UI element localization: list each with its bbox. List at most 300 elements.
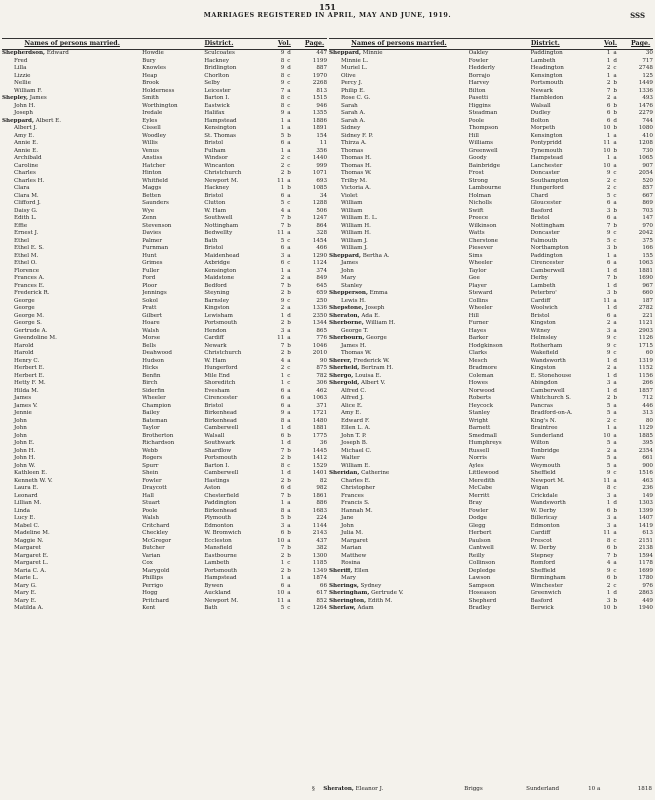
entry-vol: [592, 193, 628, 201]
entry-page: 813: [316, 87, 327, 94]
entry-vol-letter: a: [287, 590, 291, 596]
entry-vol-number: 11: [603, 297, 611, 304]
entry-vol: [266, 118, 302, 126]
entry-vol-letter: c: [613, 417, 617, 424]
entry-vol-letter: c: [613, 350, 617, 356]
entry-spouse-surname: Wright: [468, 417, 489, 424]
entry-district: Walsall: [530, 102, 551, 109]
entry-district: Cardiff: [204, 335, 224, 341]
entry-district: Kensington: [204, 267, 237, 274]
header-page: Page.: [630, 40, 651, 47]
entry-page: 1516: [638, 470, 653, 476]
entry-vol: [592, 95, 628, 103]
entry-district: Billericay: [530, 515, 558, 521]
entry-vol: [266, 238, 302, 246]
entry-district: Portsmouth: [204, 567, 238, 574]
entry-vol-letter: a: [613, 297, 617, 304]
entry-district: Morpeth: [530, 125, 556, 131]
entry-vol-number: 5: [606, 192, 611, 199]
entry-given-name: Clifford J.: [14, 200, 41, 206]
entry-vol: [592, 238, 628, 246]
entry-vol: [592, 163, 628, 171]
entry-given-name: Alfred J.: [341, 395, 364, 401]
entry-vol: [592, 58, 628, 66]
entry-name: [2, 253, 142, 261]
entry-page: 1970: [312, 72, 327, 79]
register-entry: [2, 245, 327, 253]
entry-vol-letter: a: [613, 132, 617, 139]
entry-vol-letter: a: [613, 72, 617, 79]
entry-vol-letter: b: [613, 102, 618, 109]
entry-district: W. Derby: [530, 545, 557, 551]
entry-vol-number: 1: [280, 425, 285, 431]
entry-given-name: Gwendoline M.: [14, 335, 57, 341]
right-column: [329, 38, 653, 780]
entry-vol: [266, 530, 302, 538]
entry-vol: [592, 583, 628, 591]
entry-page: 382: [316, 545, 327, 551]
entry-name: [2, 88, 142, 96]
entry-district: Abingdon: [530, 380, 558, 386]
entry-vol-number: 2: [280, 275, 285, 281]
entry-page: 447: [316, 50, 327, 56]
entry-spouse-surname: Hudson: [142, 357, 165, 364]
entry-spouse-surname: Draycott: [142, 485, 167, 491]
entry-name: [2, 508, 142, 516]
entry-district: Fulham: [204, 147, 226, 154]
entry-page: 1319: [638, 357, 653, 364]
entry-vol-number: 2: [606, 80, 611, 86]
entry-page: 375: [642, 237, 653, 244]
entry-given-name: James V.: [14, 402, 38, 409]
entry-district: Shoreditch: [204, 380, 236, 386]
entry-vol-letter: b: [287, 432, 291, 439]
entry-district: Woolwich: [530, 305, 558, 311]
entry-district: Birmingham: [530, 575, 566, 581]
entry-page: 1178: [638, 560, 653, 566]
register-entry: [2, 530, 327, 538]
entry-district: Walsall: [204, 432, 225, 439]
entry-given-name: Philip E.: [341, 87, 365, 94]
entry-spouse-surname: Venus: [142, 147, 160, 154]
entry-spouse-surname: Hedderly: [468, 65, 495, 71]
register-entry: [2, 185, 327, 193]
entry-page: 907: [642, 162, 653, 169]
entry-given-name: Matthew: [341, 552, 367, 559]
register-entry: [2, 140, 327, 148]
entry-vol-number: 10: [277, 537, 285, 544]
entry-spouse-surname: Phillips: [142, 575, 164, 581]
register-entry: [2, 118, 327, 126]
entry-surname: Sheppard,: [329, 252, 361, 259]
entry-district: Stepney: [530, 552, 554, 559]
entry-vol: [592, 245, 628, 253]
entry-given-name: Alfred C.: [341, 387, 367, 394]
entry-vol-letter: b: [287, 447, 291, 454]
entry-name: [329, 575, 469, 583]
entry-page: 693: [316, 177, 327, 184]
entry-district: Hendon: [204, 327, 227, 334]
entry-page: 2010: [312, 350, 327, 356]
entry-page: 865: [316, 327, 327, 334]
entry-district: Portsmouth: [204, 320, 238, 326]
entry-spouse-surname: Wilkinson: [468, 222, 497, 229]
entry-vol-letter: b: [287, 290, 291, 296]
entry-vol: [266, 185, 302, 193]
entry-district: Hampstead: [204, 575, 237, 581]
entry-spouse-surname: Walsh: [142, 515, 159, 521]
entry-vol: [592, 598, 628, 606]
entry-vol-number: 6: [280, 432, 285, 439]
entry-page: 1891: [312, 125, 327, 131]
entry-page: 520: [642, 177, 653, 184]
entry-given-name: Gertrude A.: [14, 327, 48, 334]
entry-vol-letter: d: [613, 305, 618, 311]
entry-page: 1594: [638, 552, 653, 559]
entry-name: [329, 290, 469, 298]
entry-district: Lambeth: [204, 560, 230, 566]
entry-vol-number: 3: [606, 207, 611, 214]
entry-vol: [266, 478, 302, 486]
entry-page: 493: [642, 95, 653, 101]
entry-vol-letter: a: [613, 560, 617, 566]
entry-vol-letter: b: [287, 350, 291, 356]
entry-vol-number: 6: [280, 140, 285, 146]
entry-district: Barnsley: [204, 297, 230, 304]
entry-spouse-surname: Steward: [468, 290, 493, 296]
entry-vol-letter: a: [613, 522, 617, 529]
entry-vol-number: 6: [280, 260, 285, 266]
register-entry: [2, 440, 327, 448]
entry-spouse-surname: Willis: [142, 140, 158, 146]
entry-vol-number: 2: [606, 320, 611, 326]
entry-given-name: Ethel O.: [14, 260, 37, 266]
entry-given-name: Lucy E.: [14, 515, 36, 521]
entry-page: 34: [319, 192, 327, 199]
entry-page: 869: [642, 200, 653, 206]
entry-vol-number: 1: [606, 57, 611, 64]
entry-vol-number: 7: [280, 342, 285, 349]
entry-name: [2, 320, 142, 328]
entry-district: Wilton: [530, 440, 549, 446]
entry-district: Chorlton: [204, 72, 230, 79]
entry-vol-number: 1: [280, 147, 285, 154]
entry-spouse-surname: Herbert: [468, 530, 492, 536]
register-entry: [2, 208, 327, 216]
entry-page: 462: [316, 387, 327, 394]
entry-name: [329, 155, 469, 163]
entry-page: 449: [642, 597, 653, 604]
register-entry: [329, 298, 653, 306]
register-entry: [2, 125, 327, 133]
entry-vol-letter: b: [287, 455, 291, 461]
entry-district: Whitchurch S.: [530, 395, 571, 401]
register-entry: [329, 73, 653, 81]
entry-page: 703: [642, 207, 653, 214]
entry-given-name: Leonard: [14, 492, 38, 499]
entry-vol-letter: a: [287, 267, 291, 274]
entry-spouse-surname: Holman: [468, 192, 491, 199]
entry-name: [2, 403, 142, 411]
entry-given-name: Olive: [341, 72, 356, 79]
entry-spouse-surname: Player: [468, 282, 487, 289]
header-district: District.: [204, 40, 234, 47]
entry-given-name: Mary E.: [14, 590, 37, 596]
entry-vol-letter: b: [613, 605, 618, 611]
entry-name: [329, 418, 469, 426]
entry-spouse-surname: Marygold: [142, 567, 170, 574]
entry-page: 667: [642, 192, 653, 199]
entry-name: [2, 590, 142, 598]
entry-vol: [266, 523, 302, 531]
entry-vol-number: 8: [280, 72, 285, 79]
register-entry: [329, 118, 653, 126]
register-entry: [329, 290, 653, 298]
register-entry: [2, 500, 327, 508]
entry-district: Cirencester: [204, 395, 238, 401]
entry-name: [2, 208, 142, 216]
entry-district: Eastwick: [204, 102, 230, 109]
entry-vol: [592, 215, 628, 223]
entry-page: 90: [319, 357, 327, 364]
entry-district: Steyning: [204, 290, 230, 296]
entry-vol-number: 3: [280, 252, 285, 259]
entry-district: Halifax: [204, 110, 225, 116]
entry-district: Prescot: [530, 537, 552, 544]
entry-vol-letter: c: [613, 470, 617, 476]
entry-given-name: Francis S.: [341, 500, 370, 506]
register-entry: [329, 545, 653, 553]
entry-district: Pontypridd: [530, 140, 562, 146]
entry-given-name: William H.: [341, 230, 371, 236]
entry-page: 1085: [312, 185, 327, 191]
entry-page: 82: [319, 477, 327, 484]
register-entry: [2, 485, 327, 493]
entry-spouse-surname: Higgins: [468, 102, 491, 109]
entry-district: Camberwell: [530, 267, 565, 274]
entry-page: 2350: [312, 312, 327, 319]
entry-name: [2, 283, 142, 291]
register-entry: [2, 170, 327, 178]
entry-vol: [266, 380, 302, 388]
entry-vol-number: 10: [603, 605, 611, 611]
entry-district: Weymouth: [530, 462, 561, 469]
entry-vol-letter: c: [287, 72, 291, 79]
register-entry: [329, 268, 653, 276]
entry-spouse-surname: Russell: [468, 447, 490, 454]
entry-district: Kensington: [204, 125, 237, 131]
entry-given-name: Sarah: [341, 102, 358, 109]
entry-given-name: Kathleen E.: [14, 470, 48, 476]
entry-vol-letter: a: [287, 305, 291, 311]
entry-spouse-surname: Gee: [468, 275, 480, 281]
entry-vol: [592, 530, 628, 538]
entry-district: W. Ham: [204, 357, 227, 364]
entry-name: [329, 140, 469, 148]
entry-vol: [266, 125, 302, 133]
entry-vol-letter: b: [613, 552, 618, 559]
register-entry: [2, 95, 327, 103]
entry-vol-number: 2: [280, 552, 285, 559]
entry-page: 221: [642, 312, 653, 319]
register-entry: [329, 590, 653, 598]
entry-vol: [592, 208, 628, 216]
entry-vol-number: 1: [280, 185, 285, 191]
entry-name: [329, 455, 469, 463]
entry-vol-letter: b: [287, 132, 291, 139]
entry-vol: [266, 268, 302, 276]
entry-name: [329, 365, 469, 373]
entry-name: [2, 268, 142, 276]
entry-vol-number: 6: [280, 245, 285, 251]
register-entry: [2, 335, 327, 343]
entry-vol-letter: b: [287, 492, 291, 499]
entry-spouse-surname: Ayles: [468, 462, 484, 469]
entry-spouse-surname: Fowler: [142, 477, 162, 484]
entry-district: Camberwell: [204, 425, 239, 431]
register-entry: [329, 343, 653, 351]
register-entry: [2, 448, 327, 456]
entry-district: Helmsley: [530, 335, 557, 341]
entry-vol: [592, 440, 628, 448]
register-entry: [2, 328, 327, 336]
entry-vol: [592, 508, 628, 516]
entry-page: 1126: [638, 335, 653, 341]
entry-name: [2, 335, 142, 343]
entry-district: Bath: [204, 237, 218, 244]
entry-given-name: Christopher: [341, 485, 375, 491]
entry-page: 2903: [638, 327, 653, 334]
entry-given-name: Joseph: [14, 110, 33, 116]
entry-district: Bridlington: [204, 65, 237, 71]
entry-vol-number: 5: [280, 237, 285, 244]
register-entry: [2, 545, 327, 553]
entry-district: Sheffield: [530, 567, 556, 574]
entry-vol: [266, 253, 302, 261]
entry-vol-number: 10: [603, 432, 611, 439]
register-entry: [329, 425, 653, 433]
entry-vol: [266, 388, 302, 396]
entry-page: 250: [316, 297, 327, 304]
entry-vol-letter: b: [287, 320, 291, 326]
entry-district: Bedwellty: [204, 230, 233, 236]
entry-given-name: Hetty F. M.: [14, 380, 46, 386]
entry-vol-number: 2: [280, 170, 285, 176]
register-entry: [329, 163, 653, 171]
entry-district: Lambeth: [530, 57, 556, 64]
entry-vol-letter: a: [287, 207, 291, 214]
entry-vol: [266, 358, 302, 366]
entry-vol-letter: a: [613, 95, 617, 101]
entry-spouse-surname: Hunt: [142, 252, 157, 259]
entry-page: 857: [642, 185, 653, 191]
entry-vol: [592, 350, 628, 358]
entry-given-name: Sarah A.: [341, 117, 366, 124]
entry-name: [2, 343, 142, 351]
entry-name: [2, 103, 142, 111]
entry-page: 1699: [638, 567, 653, 574]
entry-page: 1065: [638, 155, 653, 161]
entry-vol-number: 9: [280, 50, 285, 56]
entry-name: [2, 388, 142, 396]
entry-vol: [266, 305, 302, 313]
entry-given-name: Albert V.: [361, 380, 386, 386]
entry-given-name: Amy E.: [341, 410, 362, 416]
entry-vol-number: 1: [606, 387, 611, 394]
entry-district: Nottingham: [530, 222, 565, 229]
entry-vol-letter: a: [287, 245, 291, 251]
entry-name: [329, 313, 469, 321]
entry-given-name: John E.: [14, 440, 35, 446]
entry-given-name: Maggie N.: [14, 537, 44, 544]
entry-page: 1886: [312, 117, 327, 124]
register-entry: [2, 215, 327, 223]
footer-given-name: Eleanor J.: [355, 786, 384, 792]
entry-name: [329, 470, 469, 478]
entry-page: 1721: [312, 410, 327, 416]
entry-spouse-surname: Clarks: [468, 350, 488, 356]
register-entry: [329, 605, 653, 613]
entry-vol-number: 1: [280, 500, 285, 506]
register-entry: [329, 133, 653, 141]
entry-given-name: Frances A.: [14, 275, 45, 281]
entry-vol-letter: a: [287, 597, 291, 604]
entry-surname: Sheriff,: [329, 567, 353, 574]
entry-spouse-surname: Taylor: [468, 267, 487, 274]
entry-given-name: Sarah A.: [341, 110, 366, 116]
entry-vol: [266, 155, 302, 163]
entry-name: [329, 65, 469, 73]
entry-district: Hambledon: [530, 95, 564, 101]
entry-name: [329, 358, 469, 366]
register-entry: [2, 583, 327, 591]
entry-vol-number: 8: [280, 95, 285, 101]
entry-given-name: Lewis H.: [341, 297, 366, 304]
entry-surname: Sheringham,: [329, 590, 370, 596]
register-entry: [2, 65, 327, 73]
entry-vol: [592, 290, 628, 298]
entry-name: [2, 530, 142, 538]
entry-page: 617: [316, 590, 327, 596]
entry-spouse-surname: Bailey: [142, 410, 160, 416]
register-entry: [329, 553, 653, 561]
entry-vol-letter: c: [287, 605, 291, 611]
entry-vol-letter: b: [287, 185, 291, 191]
entry-name: [329, 373, 469, 381]
entry-given-name: William E.: [341, 462, 371, 469]
entry-vol: [266, 275, 302, 283]
entry-name: [329, 305, 469, 313]
entry-surname: Sherbourn,: [329, 335, 365, 341]
entry-district: Cirencester: [530, 260, 564, 266]
entry-page: 875: [316, 365, 327, 371]
entry-page: 30: [645, 50, 653, 56]
entry-vol-letter: d: [613, 372, 618, 379]
entry-page: 2748: [638, 65, 653, 71]
entry-spouse-surname: Heap: [142, 72, 158, 79]
entry-vol-number: 8: [280, 462, 285, 469]
entry-name: [329, 403, 469, 411]
entry-vol-letter: c: [613, 485, 617, 491]
footer-vol-number: 10: [588, 786, 596, 792]
entry-spouse-surname: Norris: [468, 455, 487, 461]
entry-page: 2782: [638, 305, 653, 311]
entry-vol: [266, 500, 302, 508]
entry-page: 371: [316, 402, 327, 409]
entry-vol-number: 7: [280, 87, 285, 94]
entry-spouse-surname: Gilbert: [142, 312, 162, 319]
register-entry: [329, 328, 653, 336]
